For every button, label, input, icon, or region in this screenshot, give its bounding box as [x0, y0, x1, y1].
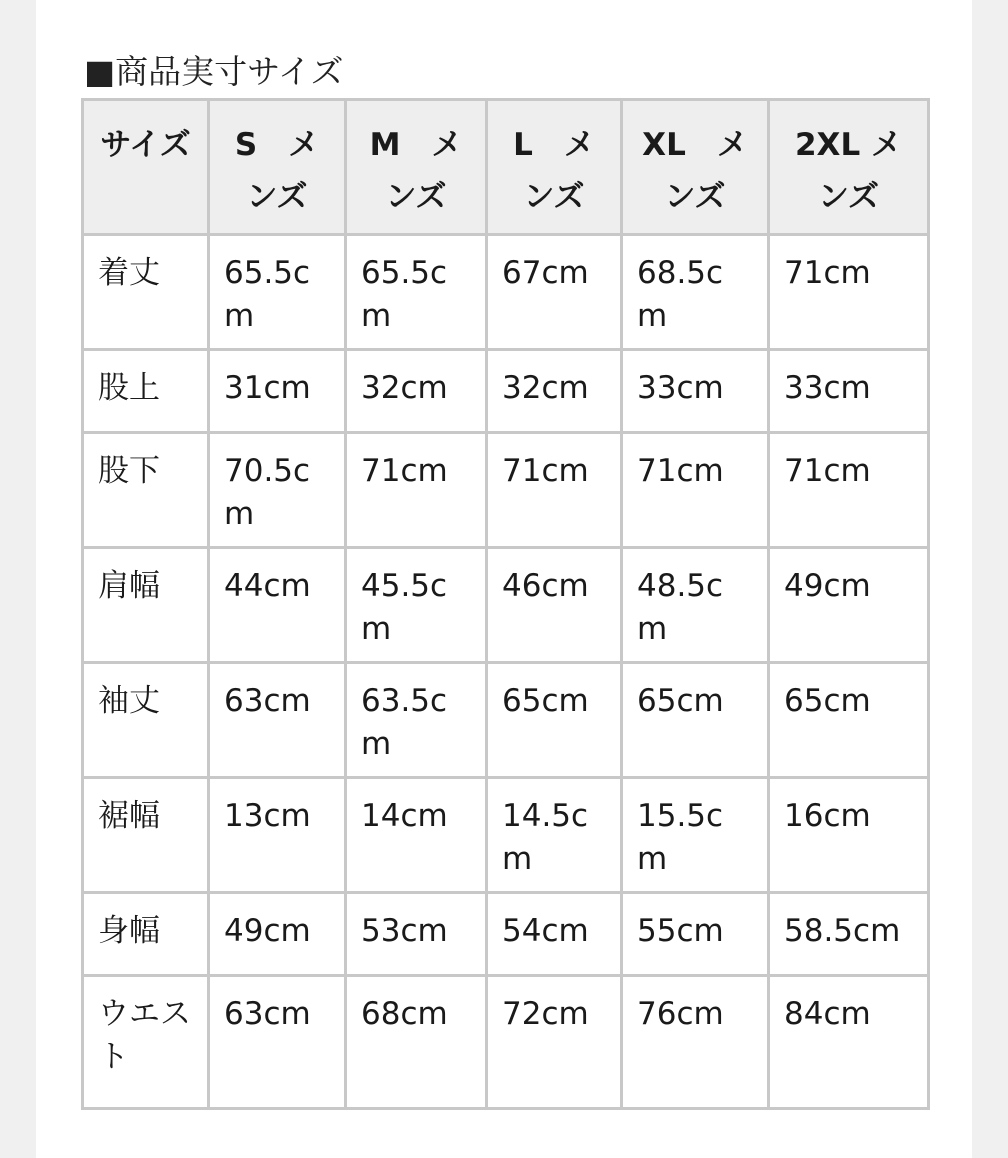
table-cell: 54cm [487, 893, 622, 976]
table-cell: 46cm [487, 548, 622, 663]
table-row [83, 663, 929, 778]
table-cell: 68cm [346, 976, 487, 1109]
table-cell: 71cm [622, 433, 769, 548]
section-title: ■商品実寸サイズ [84, 52, 344, 91]
row-label: 袖丈 [83, 663, 209, 778]
table-cell: 76cm [622, 976, 769, 1109]
table-cell: 44cm [209, 548, 346, 663]
header-m: M メンズ [346, 100, 487, 235]
row-label: 肩幅 [83, 548, 209, 663]
table-cell: 32cm [487, 350, 622, 433]
table-cell: 65cm [487, 663, 622, 778]
table-cell: 45.5cm [346, 548, 487, 663]
table-row [83, 893, 929, 976]
table-cell: 14cm [346, 778, 487, 893]
header-row [83, 100, 929, 235]
table-cell: 65cm [769, 663, 929, 778]
table-cell: 71cm [769, 433, 929, 548]
table-row [83, 235, 929, 350]
header-2xl: 2XL メンズ [769, 100, 929, 235]
table-cell: 71cm [769, 235, 929, 350]
header-xl: XL メンズ [622, 100, 769, 235]
table-row [83, 433, 929, 548]
table-cell: 70.5cm [209, 433, 346, 548]
table-cell: 49cm [209, 893, 346, 976]
table-row [83, 976, 929, 1109]
table-cell: 32cm [346, 350, 487, 433]
table-cell: 58.5cm [769, 893, 929, 976]
row-label: 股上 [83, 350, 209, 433]
row-label: ウエスト [83, 976, 209, 1109]
table-row [83, 778, 929, 893]
table-cell: 84cm [769, 976, 929, 1109]
table-cell: 71cm [346, 433, 487, 548]
size-table [81, 98, 930, 1110]
table-cell: 33cm [769, 350, 929, 433]
table-cell: 13cm [209, 778, 346, 893]
table-cell: 65cm [622, 663, 769, 778]
table-cell: 63.5cm [346, 663, 487, 778]
row-label: 股下 [83, 433, 209, 548]
table-cell: 55cm [622, 893, 769, 976]
table-cell: 68.5cm [622, 235, 769, 350]
table-cell: 53cm [346, 893, 487, 976]
table-cell: 16cm [769, 778, 929, 893]
table-cell: 72cm [487, 976, 622, 1109]
header-s: S メンズ [209, 100, 346, 235]
table-row [83, 548, 929, 663]
table-cell: 48.5cm [622, 548, 769, 663]
row-label: 裾幅 [83, 778, 209, 893]
table-cell: 63cm [209, 663, 346, 778]
table-cell: 65.5cm [346, 235, 487, 350]
content-panel [36, 0, 972, 1158]
row-label: 着丈 [83, 235, 209, 350]
header-l: L メンズ [487, 100, 622, 235]
table-row [83, 350, 929, 433]
table-cell: 14.5cm [487, 778, 622, 893]
table-cell: 63cm [209, 976, 346, 1109]
row-label: 身幅 [83, 893, 209, 976]
table-cell: 67cm [487, 235, 622, 350]
table-cell: 49cm [769, 548, 929, 663]
header-size: サイズ [83, 100, 209, 235]
table-cell: 15.5cm [622, 778, 769, 893]
table-cell: 33cm [622, 350, 769, 433]
table-cell: 65.5cm [209, 235, 346, 350]
table-cell: 71cm [487, 433, 622, 548]
table-cell: 31cm [209, 350, 346, 433]
